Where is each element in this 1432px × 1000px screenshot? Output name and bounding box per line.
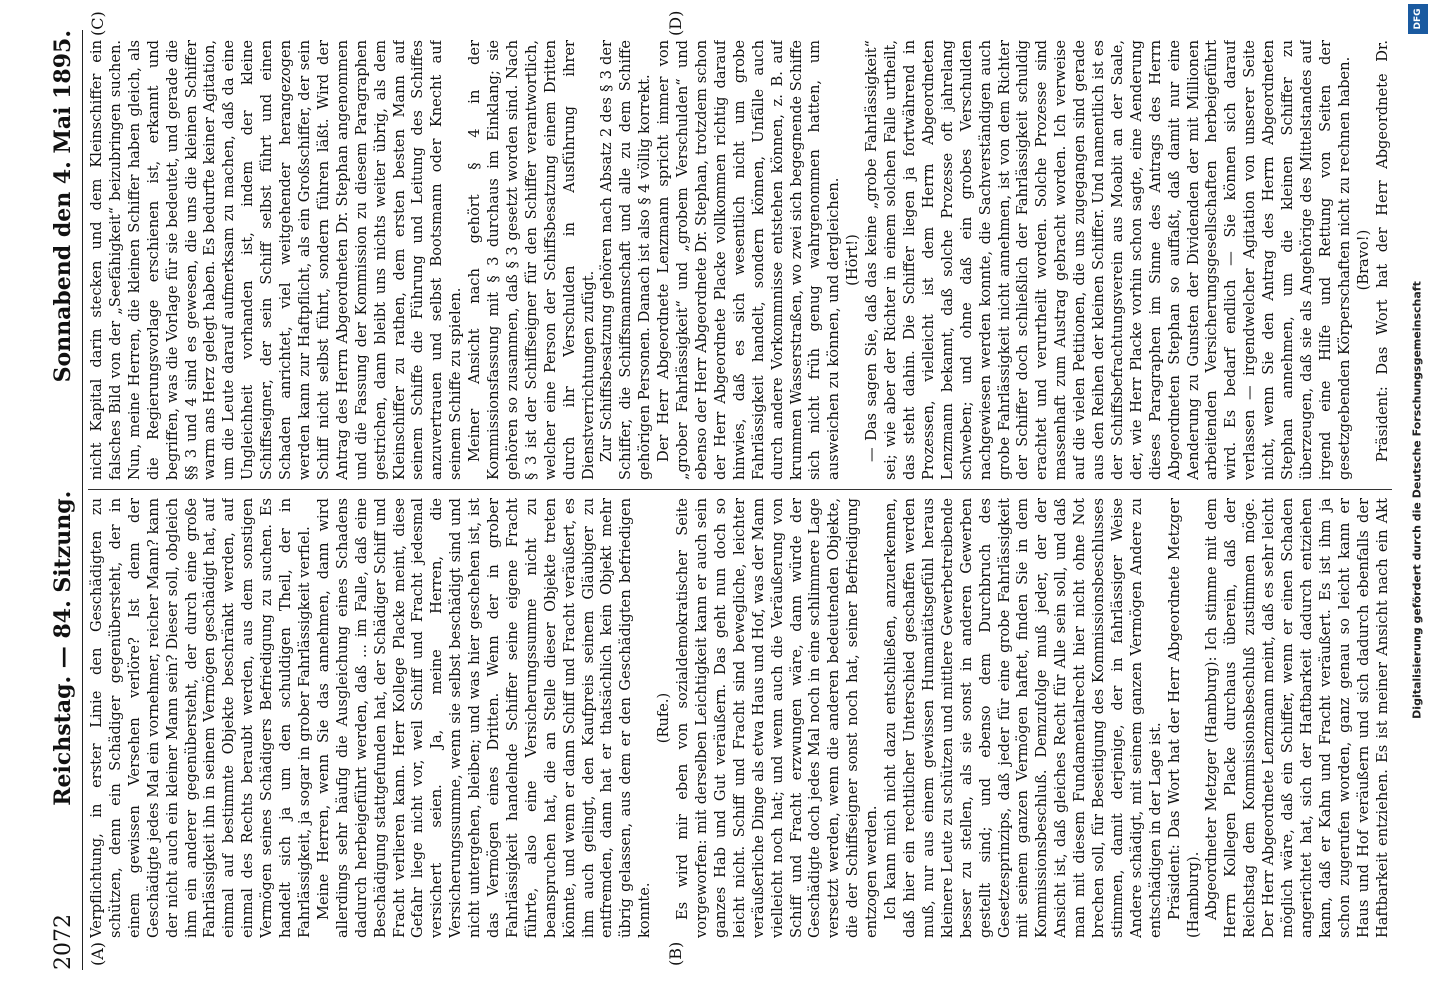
- marker-d: (D): [666, 10, 685, 36]
- digitization-note: [1408, 180, 1426, 820]
- paragraph: — Das sagen Sie, daß das keine „grobe Fahrlässigkeit“ sei; wie aber der Richter in einem solchen Falle urtheilt, das steht dahin. Die Schiffer liegen ja fortwährend in Prozessen, vielleicht ist dem Herrn Abgeordneten Lenzmann bekannt, daß solche Prozesse oft jahrelang schweben; und ohne daß ein grobes Verschulden nachgewiesen werden konnte, die Sachverständigen auch grobe Fahrlässigkeit nicht annehmen, ist von dem Richter der Schiffer doch schließlich der Fahrlässigkeit schuldig erachtet und verurtheilt worden. Solche Prozesse sind massenhaft zum Austrag gebracht worden. Ich verweise auf die vielen Petitionen, die uns zugegangen sind gerade aus den Reihen der kleinen Schiffer. Und namentlich ist es der Schiffsbefrachtungsverein aus Moabit an der Saale, der, wie Herr Placke vorhin schon sagte, eine Aenderung dieses Paragraphen im Sinne des Antrags des Herrn Abgeordneten Stephan so auffaßt, daß damit nur eine Aenderung zu Gunsten der Dividenden der mit Millionen arbeitenden Versicherungsgesellschaften herbeigeführt wird. Es bedarf endlich — Sie können sich darauf verlassen — irgendwelcher Agitation von unserer Seite nicht, wenn Sie den Antrag des Herrn Abgeordneten Stephan annehmen, um die kleinen Schiffer zu überzeugen, daß sie als Angehörige des Mittelstandes auf irgend eine Hilfe und Rettung von Seiten der gesetzgebenden Körperschaften nicht zu rechnen haben.: [863, 40, 1353, 480]
- paragraph: Meiner Ansicht nach gehört § 4 in der Kommissionsfassung mit § 3 durchaus im Einklang; sie gehören so zusammen, daß § 3 gesetzt worden sind. Nach § 3 ist der Schiffseigner für den Schiffer verantwortlich, welcher eine Person der Schiffsbesatzung einem Dritten durch ihr Verschulden in Ausführung ihrer Dienstverrichtungen zufügt.: [466, 40, 597, 480]
- speaker-line: Präsident: Das Wort hat der Herr Abgeordnete Metzger (Hamburg).: [1165, 498, 1202, 938]
- header-date: Sonnabend den 4. Mai 1895.: [50, 30, 76, 383]
- right-column: [88, 40, 1392, 480]
- dfg-logo-text: DFG: [1413, 8, 1423, 30]
- dfg-logo: [1408, 4, 1428, 34]
- paragraph: nicht Kapital darin stecken und dem Kleinschiffer ein falsches Bild von der „Seefähigkeit“ beizubringen suchen. Nun, meine Herren, die kleinen Schiffer haben gleich, als die Regierungsvorlage erschienen ist, erkannt und begriffen, was die Vorlage für sie bedeutet, und gerade die §§ 3 und 4 sind es gewesen, die uns die kleinen Schiffer warm ans Herz gelegt haben. Es bedurfte keiner Agitation, um die Leute darauf aufmerksam zu machen, daß da eine Ungleichheit vorhanden ist, indem der kleine Schiffseigner, der sein Schiff selbst führt und einen Schaden anrichtet, viel weitgehender herangezogen werden kann zur Haftpflicht, als ein Großschiffer, der sein Schiff nicht selbst führt, sondern führen läßt. Wird der Antrag des Herrn Abgeordneten Dr. Stephan angenommen und die Fassung der Kommission zu diesem Paragraphen gestrichen, dann bleibt uns nichts weiter übrig, als dem Kleinschiffer zu rathen, dem ersten besten Mann auf seinem Schiffe die Führung und Leitung des Schiffes anzuvertrauen und selbst Bootsmann oder Knecht auf seinem Schiffe zu spielen.: [88, 40, 465, 480]
- paragraph: (Bravo!): [1354, 229, 1372, 291]
- column-divider: [88, 489, 1392, 490]
- marker-c: (C): [88, 11, 107, 36]
- paragraph: (Rufe.): [655, 692, 673, 744]
- marker-a: (A): [88, 941, 107, 966]
- page-header: [26, 30, 83, 970]
- paragraph: (Hört!): [844, 234, 862, 286]
- header-title: Reichstag. — 84. Sitzung.: [50, 490, 76, 806]
- paragraph: Meine Herren, wenn Sie das annehmen, dann wird allerdings sehr häufig die Ausgleichung eines Schadens dadurch herbeigeführt werden, daß ... im Falle, daß eine Beschädigung stattgefunden hat, der Schädiger Schiff und Fracht verlieren kann. Herr Kollege Placke meint, diese Gefahr liege nicht vor, weil Schiff und Fracht jedesmal versichert seien. Ja, meine Herren, die Versicherungssumme, wenn sie selbst beschädigt sind und nicht untergehen, bleiben; und was hier geschehen ist, ist das Vermögen eines Dritten. Wenn der in grober Fahrlässigkeit handelnde Schiffer seine eigene Fracht führte, also eine Versicherungssumme nicht zu beanspruchen hat, die an Stelle dieser Objekte treten könnte, und wenn er dann Schiff und Fracht veräußert, es ihm auch gelingt, den Kaufpreis seinem Gläubiger zu entfremden, dann hat er thatsächlich kein Objekt mehr übrig gelassen, aus dem er den Geschädigten befriedigen konnte.: [314, 498, 654, 938]
- left-column: [88, 498, 1392, 938]
- marker-b: (B): [666, 941, 685, 966]
- paragraph: Zur Schiffsbesatzung gehören nach Absatz 2 des § 3 der Schiffer, die Schiffsmannschaft und alle zu dem Schiffe gehörigen Personen. Danach ist also § 4 völlig korrekt.: [598, 40, 654, 480]
- rotated-page: [26, 10, 1406, 980]
- paragraph: Abgeordneter Metzger (Hamburg): Ich stimme mit dem Herrn Kollegen Placke durchaus überein, daß der Reichstag dem Kommissionsbeschluß zustimmen möge. Der Herr Abgeordnete Lenzmann meint, daß es sehr leicht möglich wäre, daß ein Schiffer, wenn er einen Schaden angerichtet hat, sich der Haftbarkeit dadurch entziehen kann, daß er Kahn und Fracht veräußert. Es ist ihm ja schon zugerufen worden, ganz genau so leicht kann er Haus und Hof veräußern und sich dadurch ebenfalls der Haftbarkeit entziehen. Es ist meiner Ansicht nach ein Akt: [1203, 498, 1391, 938]
- speaker-line: Präsident: Das Wort hat der Herr Abgeordnete Dr.: [1373, 40, 1391, 462]
- digitization-note-text: Digitalisierung gefördert durch die Deutsche Forschungsgemeinschaft: [1410, 281, 1424, 719]
- paragraph: Verpflichtung, in erster Linie den Geschädigten zu schützen, denn ein Schädiger gegenübersteht, der in einem gewissen Versehen verlöre? Ist denn der Geschädigte jedes Mal ein vornehmer, reicher Mann? kann der nicht auch ein kleiner Mann sein? Dieser soll, obgleich ihm ein anderer gegenübersteht, der durch eine große Fahrlässigkeit ihn in seinem Vermögen geschädigt hat, auf einmal auf bestimmte Objekte beschränkt werden, auf einmal des Rechts beraubt werden, aus dem sonstigen Vermögen seines Schädigers Befriedigung zu suchen. Es handelt sich ja um den schuldigen Theil, der in Fahrlässigkeit, ja sogar in grober Fahrlässigkeit verfiel.: [88, 498, 313, 938]
- paragraph: Ich kann mich nicht dazu entschließen, anzuerkennen, daß hier ein rechtlicher Unterschied geschaffen werden muß, nur aus einem gewissen Humanitätsgefühl heraus kleinere Leute zu schützen und mittlere Gewerbetreibende besser zu stellen, als sie sonst in anderen Gewerben gestellt sind; und ebenso dem Durchbruch des Gesetzesprinzips, daß jeder für eine grobe Fahrlässigkeit mit seinem ganzen Vermögen haftet, finden Sie in dem Kommissionsbeschluß. Demzufolge muß jeder, der der Ansicht ist, daß gleiches Recht für Alle sein soll, und daß man mit diesem Fundamentalrecht hier nicht ohne Not brechen soll, für Beseitigung des Kommissionsbeschlusses stimmen, damit derjenige, der in fahrlässiger Weise Andere schädigt, mit seinem ganzen Vermögen Andere zu entschädigen in der Lage ist.: [882, 498, 1164, 938]
- paragraph: Es wird mir eben von sozialdemokratischer Seite vorgeworfen: mit derselben Leichtigkeit kann er auch sein ganzes Hab und Gut veräußern. Das geht nun doch so leicht nicht. Schiff und Fracht sind bewegliche, leichter veräußerliche Dinge als etwa Haus und Hof, was der Mann vielleicht noch hat; und wenn auch die Veräußerung von Schiff und Fracht erzwungen wäre, dann würde der Geschädigte doch jedes Mal noch in eine schlimmere Lage versetzt werden, wenn die anderen bedeutenden Objekte, die der Schiffseigner sonst noch hat, seiner Befriedigung entzogen werden.: [674, 498, 881, 938]
- paragraph: Der Herr Abgeordnete Lenzmann spricht immer von „grober Fahrlässigkeit“ und „grobem Verschulden“ und ebenso der Herr Abgeordnete Dr. Stephan, trotzdem schon der Herr Abgeordnete Placke vollkommen richtig darauf hinwies, daß es sich wesentlich nicht um grobe Fahrlässigkeit handelt, sondern können, Unfälle auch durch andere Vorkommnisse entstehen können, z. B. auf krummen Wasserstraßen, wo zwei sich begegnende Schiffe sich nicht früh genug wahrgenommen hatten, um ausweichen zu können, und dergleichen.: [655, 40, 843, 480]
- page-number: 2072: [51, 914, 76, 970]
